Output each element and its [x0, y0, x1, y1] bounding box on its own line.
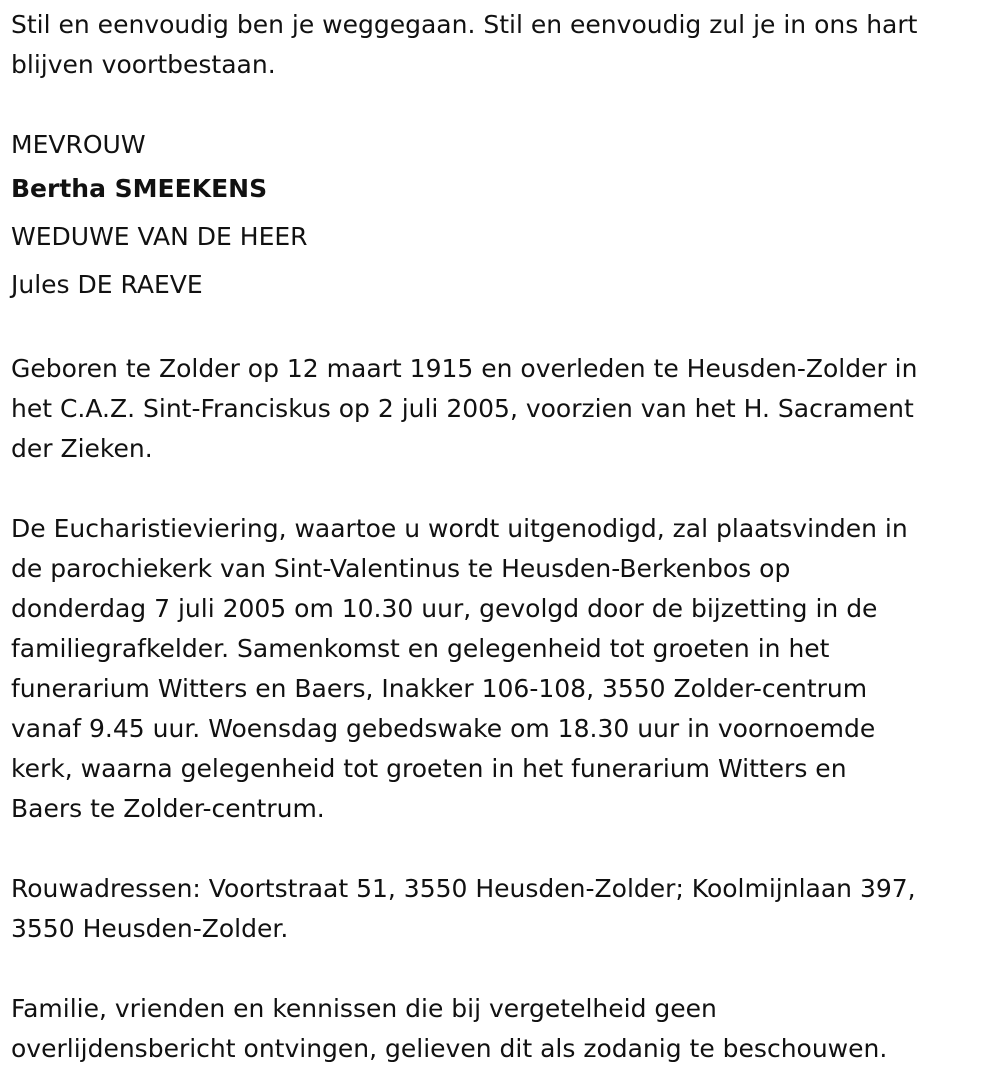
honorific: MEVROUW	[11, 130, 146, 159]
text-line: vanaf 9.45 uur. Woensdag gebedswake om 18.30 uur in voornoemde	[11, 714, 876, 743]
text-line: kerk, waarna gelegenheid tot groeten in het funerarium Witters en	[11, 754, 847, 783]
text-line: donderdag 7 juli 2005 om 10.30 uur, gevolgd door de bijzetting in de	[11, 594, 878, 623]
text-line: funerarium Witters en Baers, Inakker 106-108, 3550 Zolder-centrum	[11, 674, 868, 703]
deceased-name: Bertha SMEEKENS	[11, 174, 268, 203]
text-line: 3550 Heusden-Zolder.	[11, 914, 289, 943]
text-line: overlijdensbericht ontvingen, gelieven dit als zodanig te beschouwen.	[11, 1034, 888, 1063]
text-line: Familie, vrienden en kennissen die bij vergetelheid geen	[11, 994, 717, 1023]
deceased-identity	[11, 125, 986, 309]
text-line: De Eucharistieviering, waartoe u wordt uitgenodigd, zal plaatsvinden in	[11, 514, 908, 543]
text-line: Baers te Zolder-centrum.	[11, 794, 325, 823]
text-line: Rouwadressen: Voortstraat 51, 3550 Heusden-Zolder; Koolmijnlaan 397,	[11, 874, 916, 903]
text-line: Stil en eenvoudig ben je weggegaan. Stil en eenvoudig zul je in ons hart	[11, 10, 918, 39]
text-line: de parochiekerk van Sint-Valentinus te Heusden-Berkenbos op	[11, 554, 791, 583]
relation-label: WEDUWE VAN DE HEER	[11, 222, 308, 251]
spouse-name: Jules DE RAEVE	[11, 270, 203, 299]
text-line: der Zieken.	[11, 434, 153, 463]
memorial-quote	[11, 5, 986, 85]
text-line: familiegrafkelder. Samenkomst en gelegenheid tot groeten in het	[11, 634, 830, 663]
text-line: het C.A.Z. Sint-Franciskus op 2 juli 2005, voorzien van het H. Sacrament	[11, 394, 914, 423]
text-line: blijven voortbestaan.	[11, 50, 276, 79]
birth-death-paragraph	[11, 349, 986, 469]
text-line: Geboren te Zolder op 12 maart 1915 en overleden te Heusden-Zolder in	[11, 354, 918, 383]
ceremony-paragraph	[11, 509, 986, 829]
family-note-paragraph	[11, 989, 986, 1069]
mourning-addresses-paragraph	[11, 869, 986, 949]
